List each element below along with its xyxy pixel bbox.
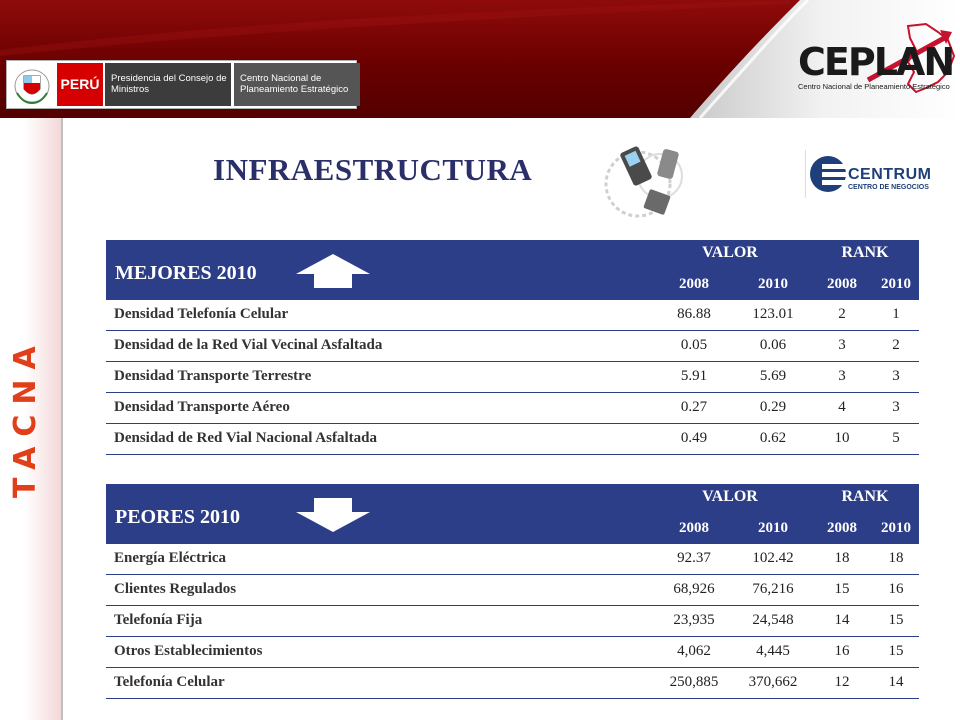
valor-group-header: VALOR xyxy=(702,488,758,505)
valor-group-header: VALOR xyxy=(702,244,758,261)
table-row xyxy=(106,393,919,424)
valor-2008-cell: 5.91 xyxy=(680,368,708,384)
rank-2010-cell: 1 xyxy=(892,306,900,322)
valor-2010-cell: 102.42 xyxy=(752,550,794,566)
government-logo-bar xyxy=(6,60,357,109)
rank-2008-cell: 12 xyxy=(834,674,850,690)
region-label: TACNA xyxy=(8,336,43,498)
table-row xyxy=(106,606,919,637)
rank-2010-cell: 5 xyxy=(892,430,900,446)
indicator-name: Clientes Regulados xyxy=(114,581,237,597)
year-header: 2008 xyxy=(679,520,709,536)
valor-2008-cell: 23,935 xyxy=(673,612,715,628)
indicator-name: Densidad de la Red Vial Vecinal Asfaltada xyxy=(114,337,383,353)
mejores-table-body xyxy=(106,300,919,455)
year-header: 2010 xyxy=(758,520,788,536)
ceplan-subtitle: Centro Nacional de Planeamiento Estratégico xyxy=(798,82,950,91)
header-banner xyxy=(0,0,960,118)
rank-2008-cell: 10 xyxy=(834,430,850,446)
peores-table-body xyxy=(106,544,919,699)
gov-peru-label: PERÚ xyxy=(57,63,103,106)
indicator-name: Telefonía Fija xyxy=(114,612,203,628)
year-header: 2010 xyxy=(881,276,911,292)
rank-2008-cell: 4 xyxy=(838,399,846,415)
table-row xyxy=(106,637,919,668)
rank-2010-cell: 15 xyxy=(888,643,904,659)
valor-2010-cell: 123.01 xyxy=(752,306,794,322)
rank-group-header: RANK xyxy=(841,488,889,505)
rank-group-header: RANK xyxy=(841,244,889,261)
peores-table-title: PEORES 2010 xyxy=(115,506,241,528)
gov-box-ceplan-text: Centro Nacional de Planeamiento Estratégico xyxy=(240,73,349,95)
valor-2008-cell: 4,062 xyxy=(677,643,711,659)
valor-2008-cell: 68,926 xyxy=(673,581,715,597)
page-title: INFRAESTRUCTURA xyxy=(213,152,533,187)
rank-2008-cell: 15 xyxy=(834,581,850,597)
gov-box-presidencia-text: Presidencia del Consejo de Ministros xyxy=(111,73,227,95)
table-row xyxy=(106,668,919,699)
indicator-name: Telefonía Celular xyxy=(114,674,225,690)
table-row xyxy=(106,362,919,393)
ceplan-logo: CEPLAN xyxy=(798,40,954,84)
indicator-name: Densidad de Red Vial Nacional Asfaltada xyxy=(114,430,377,446)
centrum-subtitle: CENTRO DE NEGOCIOS xyxy=(848,184,929,191)
valor-2008-cell: 0.49 xyxy=(680,430,708,446)
left-sidebar xyxy=(0,118,63,720)
rank-2010-cell: 15 xyxy=(888,612,904,628)
gov-box-ceplan xyxy=(234,63,360,106)
indicator-name: Densidad Transporte Terrestre xyxy=(114,368,312,384)
valor-2008-cell: 0.05 xyxy=(680,337,708,353)
mejores-table-header xyxy=(106,240,919,300)
valor-2008-cell: 86.88 xyxy=(677,306,711,322)
peores-table xyxy=(106,484,919,699)
table-row xyxy=(106,331,919,362)
year-header: 2008 xyxy=(827,276,857,292)
valor-2008-cell: 250,885 xyxy=(669,674,719,690)
mejores-table-title: MEJORES 2010 xyxy=(115,262,257,284)
down-arrow-icon xyxy=(294,496,372,534)
rank-2010-cell: 3 xyxy=(892,368,900,384)
rank-2008-cell: 3 xyxy=(838,337,846,353)
rank-2010-cell: 3 xyxy=(892,399,900,415)
centrum-emblem-icon xyxy=(808,150,848,198)
centrum-logo xyxy=(805,150,941,198)
valor-2010-cell: 0.29 xyxy=(759,399,787,415)
rank-2010-cell: 2 xyxy=(892,337,900,353)
table-row xyxy=(106,575,919,606)
valor-2010-cell: 76,216 xyxy=(752,581,794,597)
rank-2008-cell: 14 xyxy=(834,612,850,628)
valor-2010-cell: 5.69 xyxy=(759,368,787,384)
centrum-name: CENTRUM xyxy=(848,166,932,183)
indicator-name: Energía Eléctrica xyxy=(114,550,227,566)
valor-2010-cell: 0.06 xyxy=(759,337,787,353)
year-header: 2008 xyxy=(679,276,709,292)
valor-2010-cell: 4,445 xyxy=(756,643,790,659)
year-header: 2010 xyxy=(881,520,911,536)
valor-2010-cell: 370,662 xyxy=(748,674,798,690)
peores-table-header xyxy=(106,484,919,544)
valor-2010-cell: 0.62 xyxy=(759,430,787,446)
rank-2008-cell: 16 xyxy=(834,643,850,659)
rank-2008-cell: 3 xyxy=(838,368,846,384)
year-header: 2010 xyxy=(758,276,788,292)
gov-box-presidencia xyxy=(105,63,231,106)
up-arrow-icon xyxy=(294,252,372,290)
indicator-name: Densidad Transporte Aéreo xyxy=(114,399,290,415)
year-header: 2008 xyxy=(827,520,857,536)
indicator-name: Otros Establecimientos xyxy=(114,643,263,659)
rank-2008-cell: 2 xyxy=(838,306,846,322)
peru-coat-of-arms-icon xyxy=(9,63,55,106)
valor-2010-cell: 24,548 xyxy=(752,612,794,628)
rank-2010-cell: 14 xyxy=(888,674,904,690)
indicator-name: Densidad Telefonía Celular xyxy=(114,306,289,322)
mejores-table xyxy=(106,240,919,455)
telecom-devices-icon xyxy=(600,140,700,224)
rank-2010-cell: 16 xyxy=(888,581,904,597)
rank-2008-cell: 18 xyxy=(834,550,850,566)
rank-2010-cell: 18 xyxy=(888,550,904,566)
valor-2008-cell: 92.37 xyxy=(677,550,711,566)
valor-2008-cell: 0.27 xyxy=(680,399,708,415)
table-row xyxy=(106,424,919,455)
table-row xyxy=(106,300,919,331)
table-row xyxy=(106,544,919,575)
